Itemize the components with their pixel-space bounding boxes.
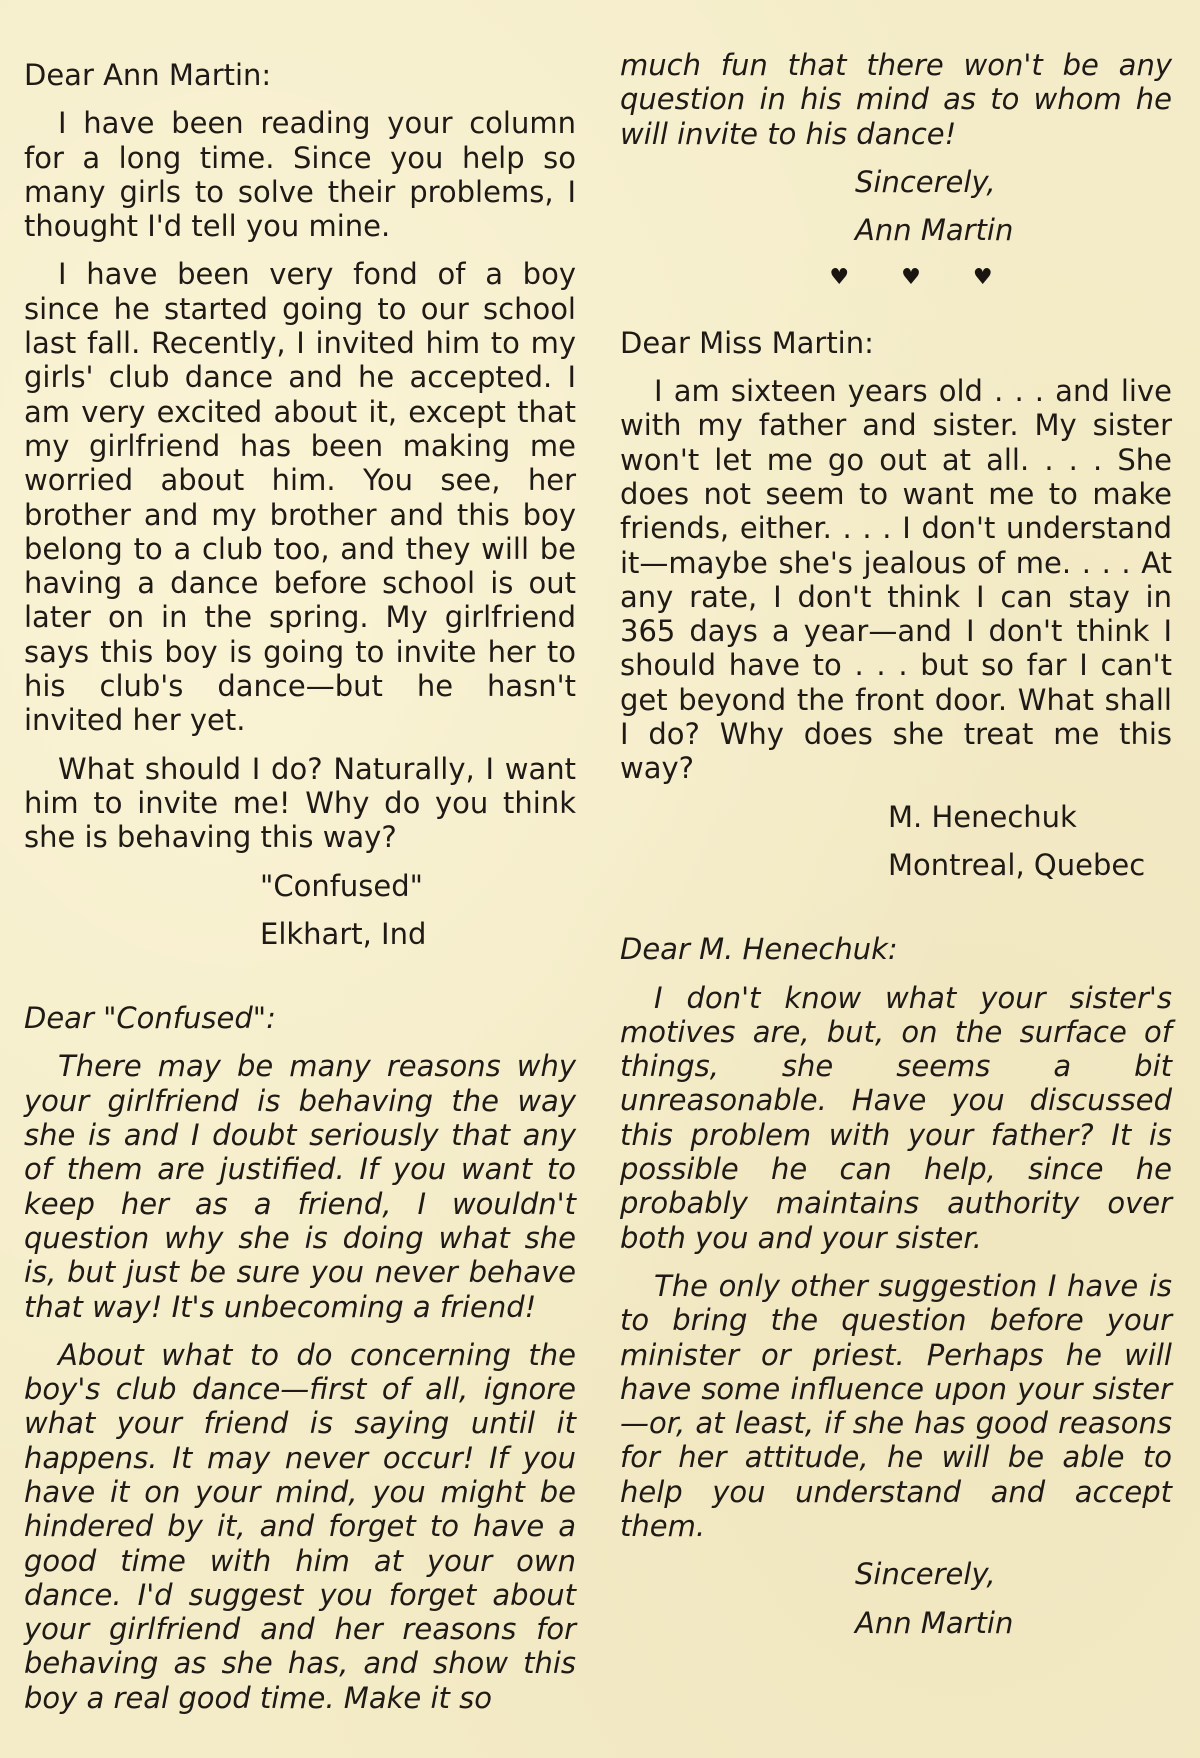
letter2-location: Montreal, Quebec bbox=[888, 847, 1146, 882]
letter2-paragraph-1: I am sixteen years old . . . and live with my father and sister. My sister won't let me go out at all. . . . She does not seem to want me to make friends, either. . . . I don't understand it—maybe she's jealous of me. . . . At any rate, I don't think I can stay in 365 days a year—and I don't think I should have to . . . but so far I can't get beyond the front door. What shall I do? Why does she treat me this way? bbox=[620, 374, 1172, 786]
right-column bbox=[620, 48, 1172, 1654]
heart-icon: ♥ bbox=[901, 265, 921, 291]
letter1-location: Elkhart, Ind bbox=[260, 916, 427, 951]
letter2-signature: M. Henechuk bbox=[888, 799, 1077, 834]
letter1-signature: "Confused" bbox=[260, 868, 423, 903]
reply1-closing: Sincerely, bbox=[855, 164, 996, 199]
reply2-paragraph-2: The only other suggestion I have is to bring the question before your minister or priest. Perhaps he will have some influence upon your sister—or, at least, if she has good reasons for her attitude, he will be able to help you understand and accept them. bbox=[620, 1268, 1172, 1543]
reply1-paragraph-3: much fun that there won't be any question in his mind as to whom he will invite to his dance! bbox=[620, 48, 1172, 151]
letter1-paragraph-3: What should I do? Naturally, I want him to invite me! Why do you think she is behaving this way? bbox=[24, 751, 576, 855]
reply2-closing: Sincerely, bbox=[855, 1557, 996, 1592]
heart-icon: ♥ bbox=[972, 265, 993, 291]
left-column bbox=[24, 48, 576, 1729]
heart-icon: ♥ bbox=[829, 265, 850, 291]
letter1-salutation: Dear Ann Martin: bbox=[24, 58, 272, 92]
section-gap bbox=[620, 896, 1172, 922]
letter1-paragraph-2: I have been very fond of a boy since he started going to our school last fall. Recently, I invited him to my girls' club dance and he accepted. I am very excited about it, except that my girlfriend has been making me worried about him. You see, her brother and my brother and this boy belong to a club too, and they will be having a dance before school is out later on in the spring. My girlfriend says this boy is going to invite her to his club's dance—but he hasn't invited her yet. bbox=[24, 257, 576, 738]
letter1-paragraph-1: I have been reading your column for a long time. Since you help so many girls to solve their problems, I thought I'd tell you mine. bbox=[24, 106, 576, 244]
reply1-paragraph-1: There may be many reasons why your girlfriend is behaving the way she is and I doubt seriously that any of them are justified. If you want to keep her as a friend, I wouldn't question why she is doing what she is, but just be sure you never behave that way! It's unbecoming a friend! bbox=[24, 1049, 576, 1324]
reply2-signature: Ann Martin bbox=[855, 1605, 1014, 1640]
heart-divider bbox=[620, 261, 1172, 295]
section-gap bbox=[24, 965, 576, 991]
letter2-salutation: Dear Miss Martin: bbox=[620, 325, 874, 360]
reply1-salutation: Dear "Confused": bbox=[24, 1001, 276, 1036]
reply1-paragraph-2: About what to do concerning the boy's club dance—first of all, ignore what your friend is saying until it happens. It may never occur! If you have it on your mind, you might be hindered by it, and forget to have a good time with him at your own dance. I'd suggest you forget about your girlfriend and her reasons for behaving as she has, and show this boy a real good time. Make it so bbox=[24, 1337, 576, 1715]
reply2-paragraph-1: I don't know what your sister's motives are, but, on the surface of things, she seems a bit unreasonable. Have you discussed this problem with your father? It is possible he can help, since he probably maintains authority over both you and your sister. bbox=[620, 980, 1172, 1255]
reply1-signature: Ann Martin bbox=[855, 213, 1014, 248]
reply2-salutation: Dear M. Henechuk: bbox=[620, 932, 898, 967]
